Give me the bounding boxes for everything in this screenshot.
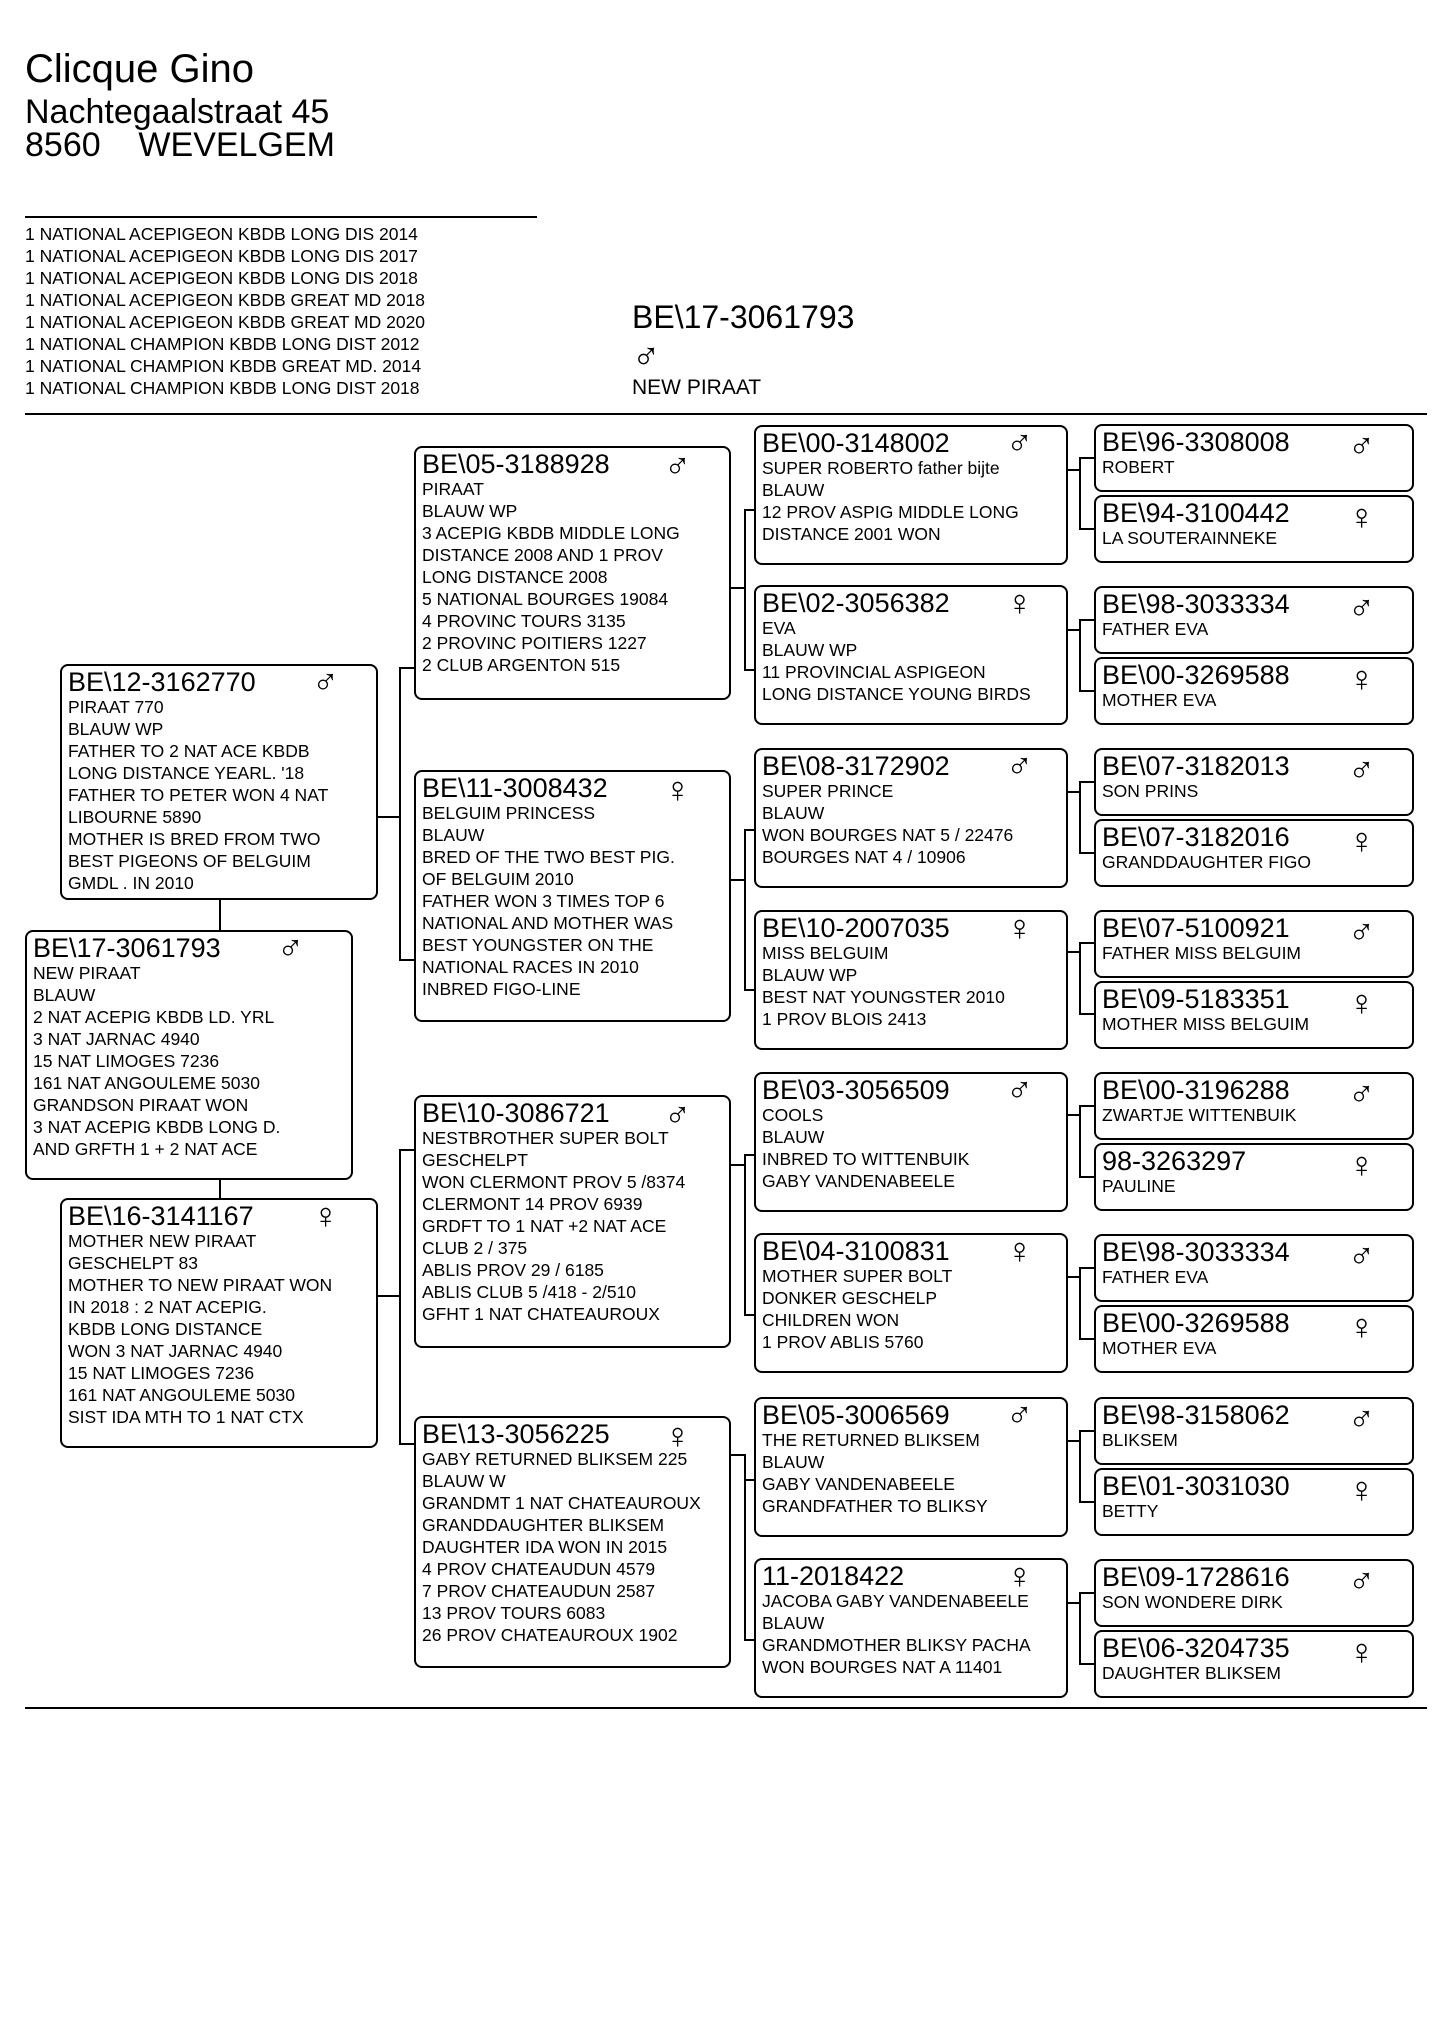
pedigree-box-g4[interactable] [1094,1468,1414,1536]
ring-number: BE\94-3100442 [1102,498,1290,528]
pigeon-details [762,457,1060,545]
pedigree-box-mm[interactable] [414,1416,731,1668]
ring-number: BE\05-3006569 [762,1400,950,1430]
detail-line: 4 PROVINC TOURS 3135 [422,611,626,631]
detail-line: MOTHER IS BRED FROM TWO [68,829,321,849]
ring-number: BE\04-3100831 [762,1236,950,1266]
ring-number: BE\07-3182016 [1102,822,1290,852]
female-symbol-icon: ♀ [312,1198,339,1236]
header-pigeon-name: NEW PIRAAT [632,376,762,399]
detail-line: BOURGES NAT 4 / 10906 [762,847,966,867]
pedigree-box-g4[interactable] [1094,424,1414,492]
detail-line: OF BELGUIM 2010 [422,869,574,889]
female-symbol-icon: ♀ [664,770,691,810]
ring-number: BE\11-3008432 [422,773,608,803]
female-symbol-icon: ♀ [1006,1233,1033,1271]
detail-line: 1 PROV ABLIS 5760 [762,1332,924,1352]
detail-line: AND GRFTH 1 + 2 NAT ACE [33,1139,258,1159]
male-symbol-icon: ♂ [1348,587,1375,628]
detail-line: WON CLERMONT PROV 5 /8374 [422,1172,686,1192]
pedigree-box-mff[interactable] [754,1072,1068,1212]
ring-number: BE\98-3158062 [1102,1400,1290,1430]
male-symbol-icon: ♂ [1348,911,1375,952]
ring-number: BE\96-3308008 [1102,427,1290,457]
detail-line: PIRAAT [422,479,484,499]
detail-line: BLAUW [762,1613,825,1633]
detail-line: LONG DISTANCE 2008 [422,567,608,587]
male-symbol-icon: ♂ [664,446,691,486]
ring-number: BE\00-3196288 [1102,1075,1290,1105]
male-symbol-icon: ♂ [1348,1398,1375,1439]
ring-number: BE\00-3269588 [1102,660,1290,690]
pedigree-box-subject[interactable] [25,930,353,1180]
detail-line: GABY VANDENABEELE [762,1474,955,1494]
ring-number: BE\01-3031030 [1102,1471,1290,1501]
detail-line: GFHT 1 NAT CHATEAUROUX [422,1304,660,1324]
pigeon-name: ROBERT [1102,457,1175,477]
detail-line: SUPER PRINCE [762,781,894,801]
detail-line: 1 PROV BLOIS 2413 [762,1009,927,1029]
female-symbol-icon: ♀ [1006,585,1033,623]
detail-line: GESCHELPT 83 [68,1253,199,1273]
pigeon-details [762,1429,1060,1517]
pigeon-details [422,1127,723,1325]
pigeon-name: BLIKSEM [1102,1430,1178,1450]
pedigree-box-g4[interactable] [1094,1397,1414,1465]
ring-number: BE\98-3033334 [1102,1237,1290,1267]
detail-line: ABLIS PROV 29 / 6185 [422,1260,604,1280]
detail-line: INBRED FIGO-LINE [422,979,581,999]
pedigree-box-g4[interactable] [1094,1630,1414,1698]
detail-line: GESCHELPT [422,1150,528,1170]
detail-line: BEST PIGEONS OF BELGUIM [68,851,311,871]
achievement-line: 1 NATIONAL ACEPIGEON KBDB LONG DIS 2018 [25,268,418,288]
male-symbol-icon: ♂ [1348,1235,1375,1276]
owner-city: 8560 WEVELGEM [25,126,335,164]
male-symbol-icon: ♂ [1006,425,1033,463]
detail-line: NATIONAL RACES IN 2010 [422,957,639,977]
detail-line: WON 3 NAT JARNAC 4940 [68,1341,283,1361]
pigeon-name: ZWARTJE WITTENBUIK [1102,1105,1297,1125]
pedigree-box-mother[interactable] [60,1198,378,1448]
detail-line: LONG DISTANCE YOUNG BIRDS [762,684,1031,704]
detail-line: KBDB LONG DISTANCE [68,1319,263,1339]
pigeon-name: MOTHER MISS BELGUIM [1102,1014,1310,1034]
pedigree-box-mmm[interactable] [754,1558,1068,1698]
pedigree-box-g4[interactable] [1094,586,1414,654]
detail-line: THE RETURNED BLIKSEM [762,1430,980,1450]
detail-line: GRANDDAUGHTER BLIKSEM [422,1515,665,1535]
achievement-line: 1 NATIONAL CHAMPION KBDB LONG DIST 2018 [25,378,420,398]
detail-line: BLAUW [762,1452,825,1472]
detail-line: CHILDREN WON [762,1310,900,1330]
ring-number: BE\06-3204735 [1102,1633,1290,1663]
detail-line: JACOBA GABY VANDENABEELE [762,1591,1029,1611]
detail-line: SUPER ROBERTO father bijte [762,458,1000,478]
detail-line: ABLIS CLUB 5 /418 - 2/510 [422,1282,637,1302]
pigeon-details [762,942,1060,1030]
ring-number: BE\03-3056509 [762,1075,950,1105]
achievement-line: 1 NATIONAL ACEPIGEON KBDB GREAT MD 2020 [25,312,426,332]
male-symbol-icon: ♂ [632,336,661,378]
pedigree-box-g4[interactable] [1094,981,1414,1049]
pedigree-box-g4[interactable] [1094,1143,1414,1211]
detail-line: COOLS [762,1105,824,1125]
achievement-line: 1 NATIONAL CHAMPION KBDB LONG DIST 2012 [25,334,420,354]
pigeon-name: LA SOUTERAINNEKE [1102,528,1278,548]
male-symbol-icon: ♂ [1348,1073,1375,1114]
detail-line: WON BOURGES NAT 5 / 22476 [762,825,1014,845]
male-symbol-icon: ♂ [1348,1560,1375,1601]
pigeon-name: DAUGHTER BLIKSEM [1102,1663,1281,1683]
detail-line: LIBOURNE 5890 [68,807,202,827]
detail-line: DISTANCE 2001 WON [762,524,941,544]
achievement-line: 1 NATIONAL ACEPIGEON KBDB LONG DIS 2014 [25,224,418,244]
pigeon-details [68,1230,370,1428]
owner-name: Clicque Gino [25,47,255,91]
pigeon-details [762,1104,1060,1192]
detail-line: BLAUW WP [422,501,518,521]
female-symbol-icon: ♀ [1348,820,1375,861]
pigeon-details [762,1265,1060,1353]
pedigree-box-g4[interactable] [1094,495,1414,563]
detail-line: NEW PIRAAT [33,963,141,983]
detail-line: BELGUIM PRINCESS [422,803,596,823]
male-symbol-icon: ♂ [1006,1397,1033,1435]
detail-line: GRANDMOTHER BLIKSY PACHA [762,1635,1031,1655]
pedigree-box-fff[interactable] [754,425,1068,565]
detail-line: 2 CLUB ARGENTON 515 [422,655,621,675]
ring-number: BE\00-3148002 [762,428,950,458]
achievement-line: 1 NATIONAL ACEPIGEON KBDB LONG DIS 2017 [25,246,418,266]
achievement-line: 1 NATIONAL CHAMPION KBDB GREAT MD. 2014 [25,356,422,376]
detail-line: 4 PROV CHATEAUDUN 4579 [422,1559,656,1579]
pedigree-box-fmm[interactable] [754,910,1068,1050]
pedigree-box-g4[interactable] [1094,819,1414,887]
male-symbol-icon: ♂ [277,930,304,968]
pedigree-box-father[interactable] [60,664,378,900]
detail-line: PIRAAT 770 [68,697,164,717]
pigeon-name: FATHER EVA [1102,619,1209,639]
female-symbol-icon: ♀ [1006,1558,1033,1596]
ring-number: 98-3263297 [1102,1146,1247,1176]
detail-line: 15 NAT LIMOGES 7236 [33,1051,220,1071]
detail-line: GRANDMT 1 NAT CHATEAUROUX [422,1493,701,1513]
pigeon-details [422,802,723,1000]
pigeon-details [33,962,345,1160]
pigeon-details [422,478,723,676]
female-symbol-icon: ♀ [1006,910,1033,948]
detail-line: 13 PROV TOURS 6083 [422,1603,606,1623]
detail-line: 2 PROVINC POITIERS 1227 [422,633,647,653]
pedigree-box-mmf[interactable] [754,1397,1068,1537]
pedigree-box-g4[interactable] [1094,1072,1414,1140]
ring-number: BE\16-3141167 [68,1201,254,1231]
female-symbol-icon: ♀ [1348,1144,1375,1185]
male-symbol-icon: ♂ [312,664,339,702]
detail-line: 3 ACEPIG KBDB MIDDLE LONG [422,523,680,543]
ring-number: BE\02-3056382 [762,588,950,618]
ring-number: BE\13-3056225 [422,1419,610,1449]
ring-number: BE\10-2007035 [762,913,950,943]
pigeon-details [762,617,1060,705]
female-symbol-icon: ♀ [1348,1469,1375,1510]
detail-line: BLAUW WP [762,640,858,660]
achievement-line: 1 NATIONAL ACEPIGEON KBDB GREAT MD 2018 [25,290,426,310]
ring-number: 11-2018422 [762,1561,905,1591]
detail-line: 11 PROVINCIAL ASPIGEON [762,662,986,682]
detail-line: 2 NAT ACEPIG KBDB LD. YRL [33,1007,275,1027]
pedigree-box-g4[interactable] [1094,1559,1414,1627]
detail-line: BEST YOUNGSTER ON THE [422,935,654,955]
female-symbol-icon: ♀ [1348,982,1375,1023]
detail-line: MOTHER SUPER BOLT [762,1266,953,1286]
detail-line: GRANDFATHER TO BLIKSY [762,1496,988,1516]
detail-line: NESTBROTHER SUPER BOLT [422,1128,669,1148]
male-symbol-icon: ♂ [1348,749,1375,790]
detail-line: BLAUW [33,985,96,1005]
detail-line: BLAUW [762,1127,825,1147]
female-symbol-icon: ♀ [1348,658,1375,699]
pedigree-box-g4[interactable] [1094,1234,1414,1302]
ring-number: BE\12-3162770 [68,667,256,697]
detail-line: 12 PROV ASPIG MIDDLE LONG [762,502,1019,522]
ring-number: BE\08-3172902 [762,751,950,781]
pedigree-box-ff[interactable] [414,446,731,700]
detail-line: 161 NAT ANGOULEME 5030 [33,1073,260,1093]
detail-line: GMDL . IN 2010 [68,873,194,893]
detail-line: LONG DISTANCE YEARL. '18 [68,763,305,783]
pedigree-box-g4[interactable] [1094,1305,1414,1373]
female-symbol-icon: ♀ [1348,496,1375,537]
detail-line: GRDFT TO 1 NAT +2 NAT ACE [422,1216,667,1236]
pigeon-name: PAULINE [1102,1176,1176,1196]
detail-line: 15 NAT LIMOGES 7236 [68,1363,255,1383]
pedigree-box-g4[interactable] [1094,748,1414,816]
pedigree-box-g4[interactable] [1094,657,1414,725]
female-symbol-icon: ♀ [664,1416,691,1456]
pigeon-name: FATHER MISS BELGUIM [1102,943,1302,963]
male-symbol-icon: ♂ [664,1095,691,1135]
detail-line: IN 2018 : 2 NAT ACEPIG. [68,1297,267,1317]
detail-line: 161 NAT ANGOULEME 5030 [68,1385,295,1405]
detail-line: MOTHER NEW PIRAAT [68,1231,257,1251]
pigeon-details [762,780,1060,868]
detail-line: 7 PROV CHATEAUDUN 2587 [422,1581,656,1601]
ring-number: BE\98-3033334 [1102,589,1290,619]
ring-number: BE\05-3188928 [422,449,610,479]
ring-number: BE\17-3061793 [33,933,221,963]
detail-line: FATHER TO PETER WON 4 NAT [68,785,329,805]
pedigree-box-mf[interactable] [414,1095,731,1348]
detail-line: BLAUW [762,480,825,500]
ring-number: BE\09-1728616 [1102,1562,1290,1592]
pigeon-details [422,1448,723,1646]
owner-street: Nachtegaalstraat 45 [25,93,330,131]
detail-line: MISS BELGUIM [762,943,889,963]
detail-line: CLUB 2 / 375 [422,1238,528,1258]
detail-line: DONKER GESCHELP [762,1288,938,1308]
pigeon-name: BETTY [1102,1501,1159,1521]
header-pigeon-ring: BE\17-3061793 [632,299,855,335]
pedigree-box-fm[interactable] [414,770,731,1022]
detail-line: BLAUW WP [762,965,858,985]
ring-number: BE\00-3269588 [1102,1308,1290,1338]
detail-line: GRANDSON PIRAAT WON [33,1095,249,1115]
pigeon-details [762,1590,1060,1678]
ring-number: BE\07-5100921 [1102,913,1290,943]
male-symbol-icon: ♂ [1006,748,1033,786]
pedigree-box-ffm[interactable] [754,585,1068,725]
detail-line: MOTHER TO NEW PIRAAT WON [68,1275,333,1295]
pigeon-name: SON PRINS [1102,781,1199,801]
pedigree-box-fmf[interactable] [754,748,1068,888]
female-symbol-icon: ♀ [1348,1306,1375,1347]
detail-line: FATHER WON 3 TIMES TOP 6 [422,891,665,911]
detail-line: BLAUW [762,803,825,823]
detail-line: 3 NAT JARNAC 4940 [33,1029,200,1049]
pigeon-name: MOTHER EVA [1102,1338,1217,1358]
bottom-divider [25,1707,1427,1709]
detail-line: BEST NAT YOUNGSTER 2010 [762,987,1005,1007]
male-symbol-icon: ♂ [1348,425,1375,466]
pedigree-box-g4[interactable] [1094,910,1414,978]
detail-line: BLAUW W [422,1471,506,1491]
detail-line: FATHER TO 2 NAT ACE KBDB [68,741,310,761]
pigeon-name: SON WONDERE DIRK [1102,1592,1283,1612]
male-symbol-icon: ♂ [1006,1072,1033,1110]
detail-line: 26 PROV CHATEAUROUX 1902 [422,1625,678,1645]
pigeon-details [68,696,370,894]
ring-number: BE\10-3086721 [422,1098,610,1128]
detail-line: NATIONAL AND MOTHER WAS [422,913,674,933]
detail-line: BLAUW WP [68,719,164,739]
detail-line: BLAUW [422,825,485,845]
pigeon-name: MOTHER EVA [1102,690,1217,710]
detail-line: GABY VANDENABEELE [762,1171,955,1191]
detail-line: DAUGHTER IDA WON IN 2015 [422,1537,668,1557]
ring-number: BE\07-3182013 [1102,751,1290,781]
detail-line: 3 NAT ACEPIG KBDB LONG D. [33,1117,281,1137]
detail-line: INBRED TO WITTENBUIK [762,1149,970,1169]
detail-line: BRED OF THE TWO BEST PIG. [422,847,675,867]
detail-line: 5 NATIONAL BOURGES 19084 [422,589,669,609]
detail-line: EVA [762,618,796,638]
pedigree-box-mfm[interactable] [754,1233,1068,1373]
female-symbol-icon: ♀ [1348,1631,1375,1672]
detail-line: CLERMONT 14 PROV 6939 [422,1194,643,1214]
pigeon-name: GRANDDAUGHTER FIGO [1102,852,1312,872]
detail-line: DISTANCE 2008 AND 1 PROV [422,545,663,565]
pigeon-name: FATHER EVA [1102,1267,1209,1287]
detail-line: SIST IDA MTH TO 1 NAT CTX [68,1407,304,1427]
detail-line: GABY RETURNED BLIKSEM 225 [422,1449,688,1469]
ring-number: BE\09-5183351 [1102,984,1290,1014]
detail-line: WON BOURGES NAT A 11401 [762,1657,1003,1677]
